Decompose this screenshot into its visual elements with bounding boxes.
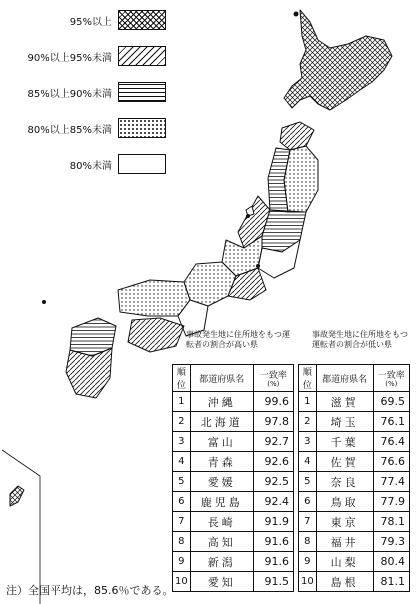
prefecture-cell: 高知 — [190, 532, 253, 552]
rate-cell: 69.5 — [373, 392, 409, 412]
rank-cell: 6 — [299, 492, 317, 512]
prefecture-cell: 青森 — [190, 452, 253, 472]
table-row — [299, 432, 410, 452]
rank-cell: 9 — [299, 552, 317, 572]
prefecture-cell: 佐賀 — [316, 452, 373, 472]
rank-cell: 3 — [299, 432, 317, 452]
rank-cell: 4 — [173, 452, 191, 472]
table-row — [173, 572, 294, 592]
rate-cell: 99.6 — [253, 392, 293, 412]
high-rate-table — [172, 364, 294, 592]
prefecture-cell: 愛知 — [190, 572, 253, 592]
island-dot — [43, 301, 46, 304]
island-dot — [294, 12, 298, 16]
rank-cell: 6 — [173, 492, 191, 512]
prefecture-cell: 愛媛 — [190, 472, 253, 492]
rate-cell: 77.4 — [373, 472, 409, 492]
legend-label: 95%以上 — [69, 17, 112, 28]
rank-cell: 8 — [173, 532, 191, 552]
prefecture-cell: 新潟 — [190, 552, 253, 572]
table-row — [173, 432, 294, 452]
prefecture-cell: 東京 — [316, 512, 373, 532]
prefecture-cell: 北海道 — [190, 412, 253, 432]
rank-cell: 5 — [299, 472, 317, 492]
region-kyushu-south — [66, 348, 112, 398]
table-row — [299, 392, 410, 412]
prefecture-cell: 滋賀 — [316, 392, 373, 412]
rank-cell: 10 — [173, 572, 191, 592]
prefecture-cell: 福井 — [316, 532, 373, 552]
pref-header: 都道府県名 — [316, 365, 373, 392]
legend-label: 80%以上85%未満 — [27, 125, 112, 136]
prefecture-cell: 奈良 — [316, 472, 373, 492]
low-table-caption: 事故発生地に住所地をもつ運転者の割合が低い県 — [312, 330, 408, 349]
rank-cell: 10 — [299, 572, 317, 592]
rate-cell: 92.7 — [253, 432, 293, 452]
rate-cell: 91.9 — [253, 512, 293, 532]
rate-header: 一致率 (%) — [373, 365, 409, 392]
prefecture-cell: 山梨 — [316, 552, 373, 572]
table-row — [173, 452, 294, 472]
rate-cell: 78.1 — [373, 512, 409, 532]
rate-header: 一致率 (%) — [253, 365, 293, 392]
rank-cell: 3 — [173, 432, 191, 452]
high-table-caption: 事故発生地に住所地をもつ運転者の割合が高い県 — [186, 330, 290, 349]
rank-header: 順位 — [299, 365, 317, 392]
legend-label: 80%未満 — [69, 161, 112, 172]
region-kansai — [184, 262, 236, 306]
table-row — [173, 492, 294, 512]
legend-label: 90%以上95%未満 — [27, 53, 112, 64]
table-row — [173, 532, 294, 552]
region-kanto-north — [262, 210, 306, 252]
table-row — [173, 472, 294, 492]
rank-cell: 2 — [173, 412, 191, 432]
prefecture-cell: 千葉 — [316, 432, 373, 452]
footnote: 注）全国平均は，85.6％である。 — [6, 584, 174, 597]
rank-cell: 8 — [299, 532, 317, 552]
rate-cell: 76.6 — [373, 452, 409, 472]
table-row — [173, 552, 294, 572]
rate-cell: 92.6 — [253, 452, 293, 472]
prefecture-cell: 長崎 — [190, 512, 253, 532]
prefecture-cell: 富山 — [190, 432, 253, 452]
rate-cell: 77.9 — [373, 492, 409, 512]
rank-cell: 2 — [299, 412, 317, 432]
rate-cell: 76.4 — [373, 432, 409, 452]
island-dot — [257, 265, 260, 268]
table-row — [299, 532, 410, 552]
rate-cell: 91.5 — [253, 572, 293, 592]
table-row — [299, 552, 410, 572]
rate-cell: 91.6 — [253, 552, 293, 572]
region-okinawa — [10, 486, 24, 506]
rank-cell: 7 — [173, 512, 191, 532]
rate-cell: 76.1 — [373, 412, 409, 432]
prefecture-cell: 鹿児島 — [190, 492, 253, 512]
rank-cell: 1 — [173, 392, 191, 412]
table-row — [299, 512, 410, 532]
rank-cell: 7 — [299, 512, 317, 532]
table-row — [299, 492, 410, 512]
table-row — [299, 452, 410, 472]
region-hokkaido — [284, 10, 392, 110]
rank-cell: 4 — [299, 452, 317, 472]
table-row — [299, 472, 410, 492]
island-dot — [247, 215, 250, 218]
prefecture-cell: 沖縄 — [190, 392, 253, 412]
region-shikoku — [128, 318, 184, 352]
rate-cell: 97.8 — [253, 412, 293, 432]
region-chugoku — [118, 280, 190, 316]
rank-header: 順位 — [173, 365, 191, 392]
rate-cell: 79.3 — [373, 532, 409, 552]
rate-cell: 92.5 — [253, 472, 293, 492]
prefecture-cell: 鳥取 — [316, 492, 373, 512]
okinawa-inset-frame — [2, 450, 40, 604]
table-row — [173, 512, 294, 532]
rate-cell: 80.4 — [373, 552, 409, 572]
rate-cell: 81.1 — [373, 572, 409, 592]
prefecture-cell: 島根 — [316, 572, 373, 592]
table-row — [299, 412, 410, 432]
rate-cell: 92.4 — [253, 492, 293, 512]
rank-cell: 5 — [173, 472, 191, 492]
prefecture-cell: 埼玉 — [316, 412, 373, 432]
rank-cell: 1 — [299, 392, 317, 412]
region-aomori — [280, 122, 314, 150]
table-row — [299, 572, 410, 592]
rank-cell: 9 — [173, 552, 191, 572]
low-rate-table — [298, 364, 410, 592]
legend-label: 85%以上90%未満 — [27, 89, 112, 100]
pref-header: 都道府県名 — [190, 365, 253, 392]
table-row — [173, 412, 294, 432]
rate-cell: 91.6 — [253, 532, 293, 552]
table-row — [173, 392, 294, 412]
